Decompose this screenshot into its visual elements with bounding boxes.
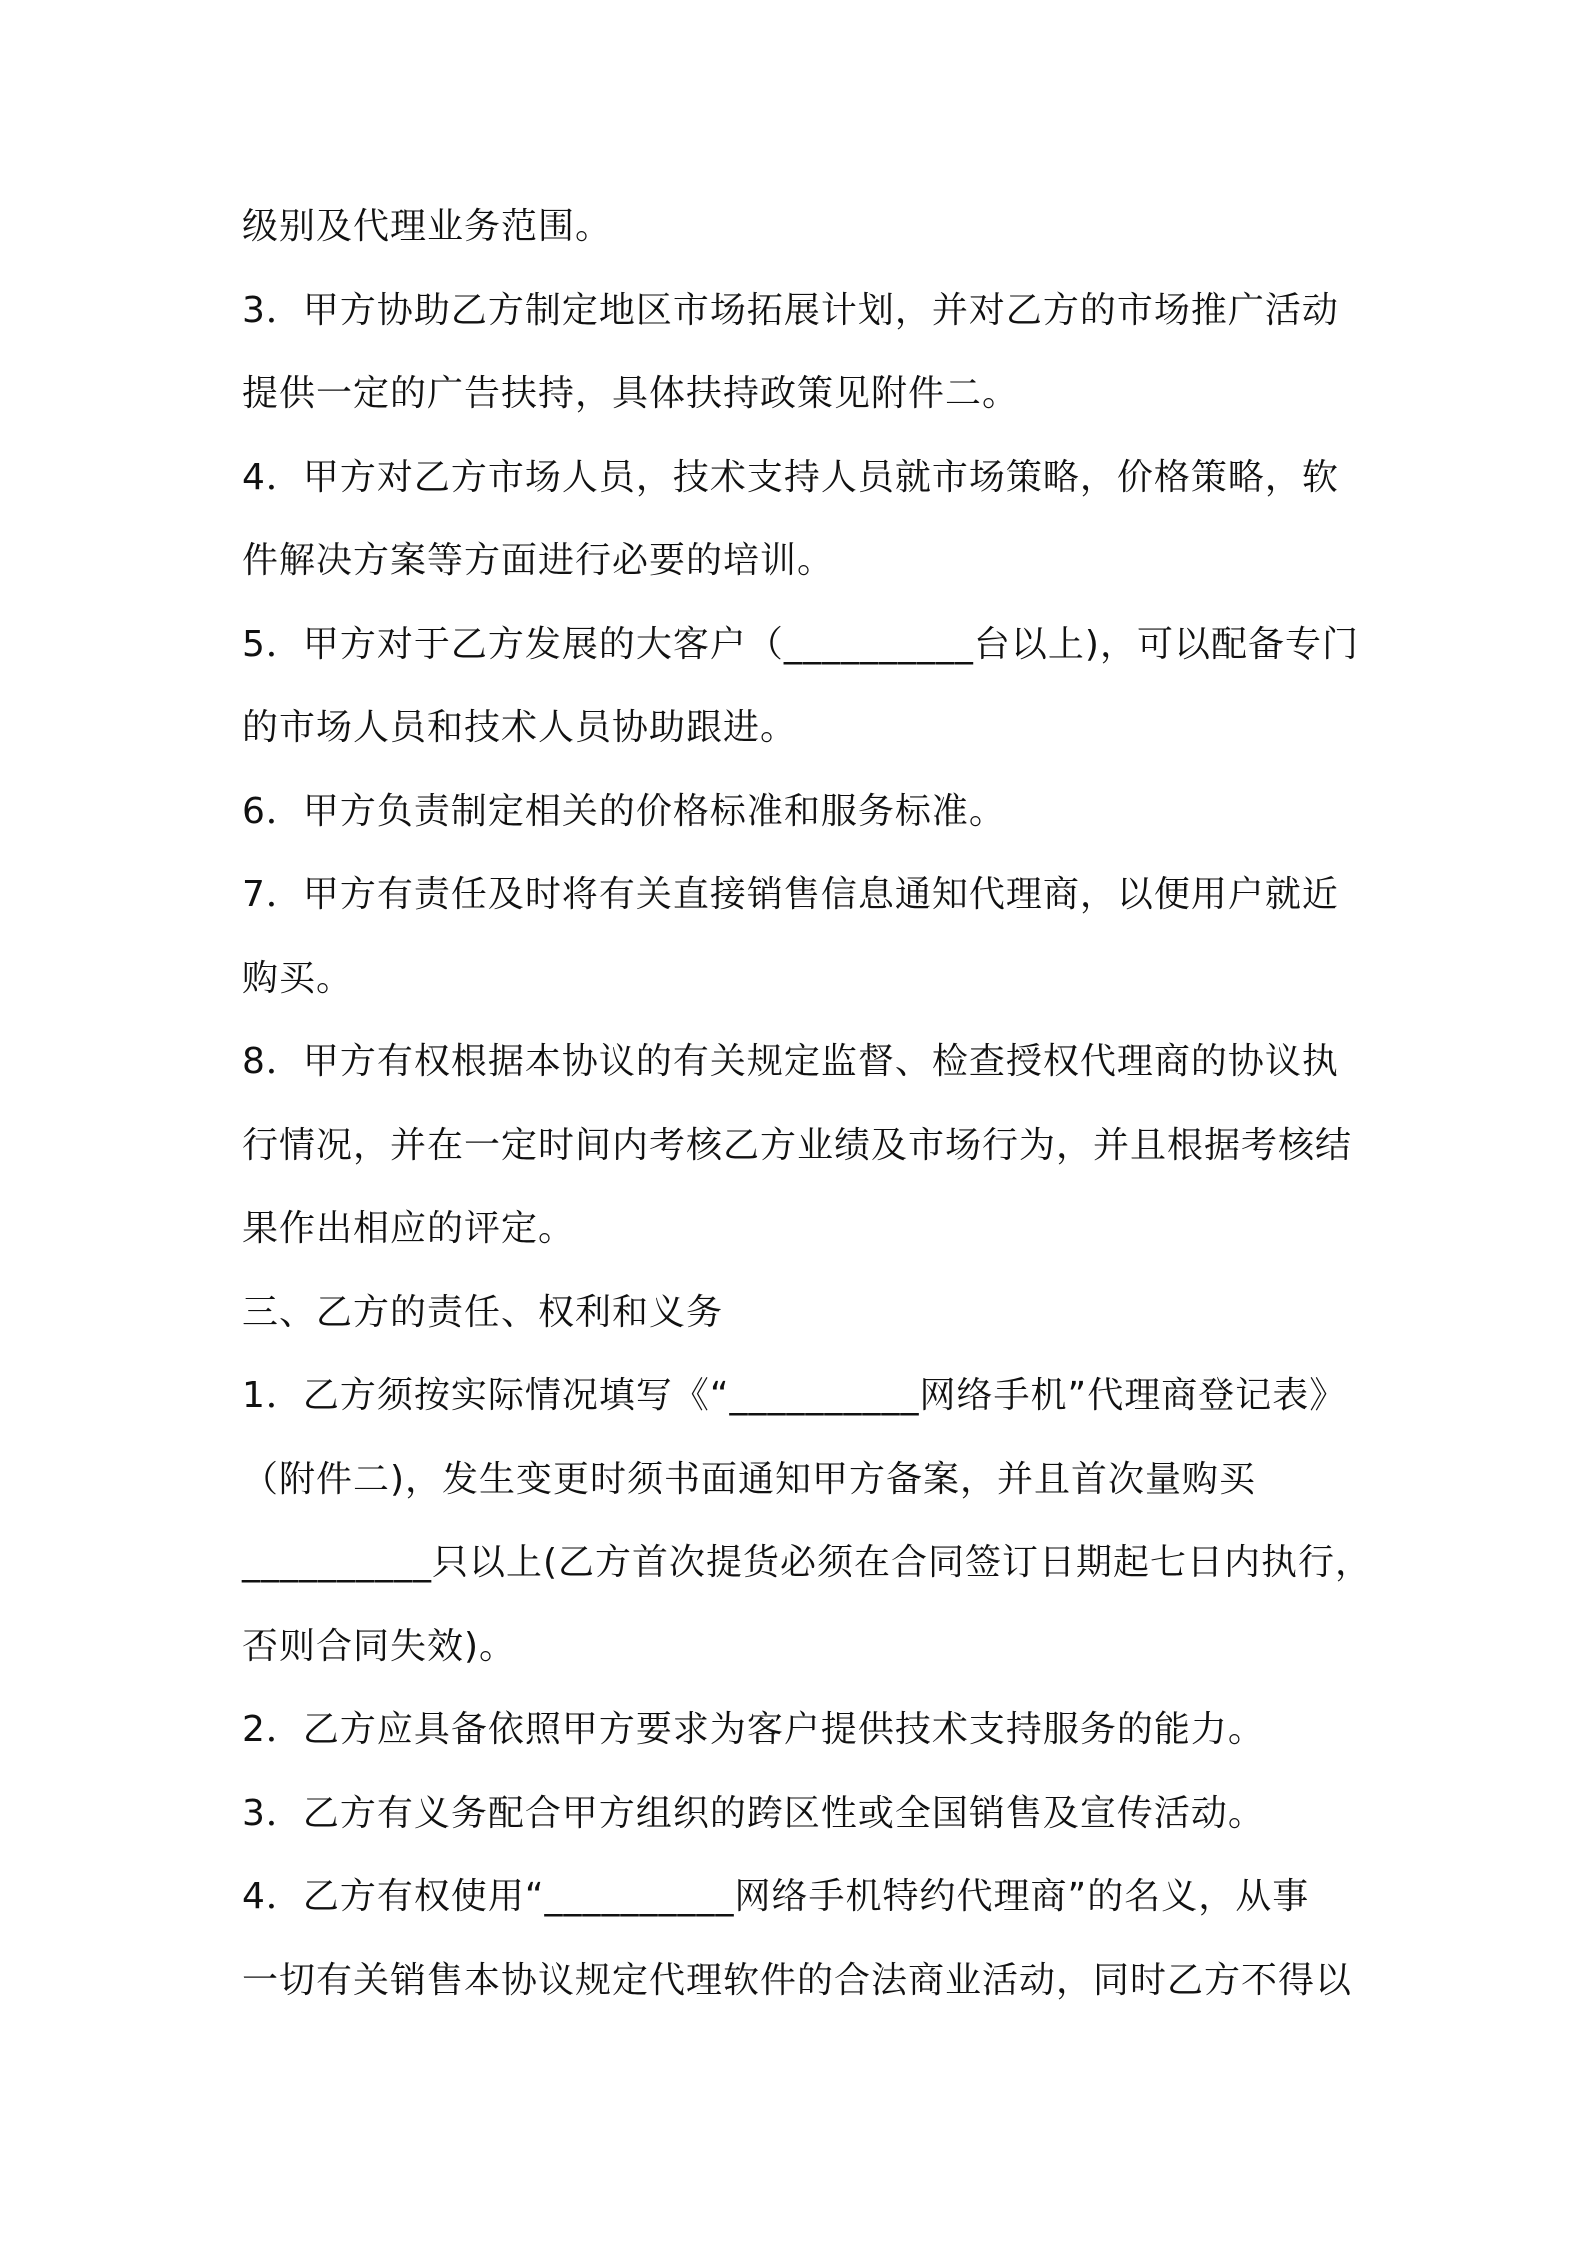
text-line: 3．甲方协助乙方制定地区市场拓展计划，并对乙方的市场推广活动	[242, 289, 1339, 331]
text-line: 的市场人员和技术人员协助跟进。	[242, 707, 798, 748]
text-line: 果作出相应的评定。	[242, 1208, 576, 1249]
text-line: 4．乙方有权使用“__________网络手机特约代理商”的名义，从事	[242, 1876, 1310, 1917]
text-line: 行情况，并在一定时间内考核乙方业绩及市场行为，并且根据考核结	[242, 1124, 1353, 1166]
text-line: 1．乙方须按实际情况填写《“__________网络手机”代理商登记表》	[242, 1375, 1347, 1416]
text-line: 提供一定的广告扶持，具体扶持政策见附件二。	[242, 373, 1020, 414]
text-line: 4．甲方对乙方市场人员，技术支持人员就市场策略，价格策略，软	[242, 456, 1339, 498]
text-line: __________只以上(乙方首次提货必须在合同签订日期起七日内执行，	[242, 1542, 1373, 1583]
text-line: 购买。	[242, 957, 354, 999]
section-heading: 三、乙方的责任、权利和义务	[242, 1291, 724, 1333]
text-line: 8．甲方有权根据本协议的有关规定监督、检查授权代理商的协议执	[242, 1041, 1339, 1082]
text-line: 否则合同失效)。	[242, 1625, 517, 1667]
text-line: （附件二)，发生变更时须书面通知甲方备案，并且首次量购买	[242, 1458, 1257, 1500]
text-line: 7．甲方有责任及时将有关直接销售信息通知代理商，以便用户就近	[242, 874, 1339, 915]
text-line: 件解决方案等方面进行必要的培训。	[242, 540, 835, 581]
text-line: 级别及代理业务范围。	[242, 206, 613, 247]
text-line: 5．甲方对于乙方发展的大客户（__________台以上)，可以配备专门	[242, 623, 1359, 665]
document-body	[242, 200, 1372, 2037]
text-line: 3．乙方有义务配合甲方组织的跨区性或全国销售及宣传活动。	[242, 1792, 1265, 1834]
text-line: 一切有关销售本协议规定代理软件的合法商业活动，同时乙方不得以	[242, 1959, 1353, 2001]
text-line: 2．乙方应具备依照甲方要求为客户提供技术支持服务的能力。	[242, 1709, 1265, 1750]
text-line: 6．甲方负责制定相关的价格标准和服务标准。	[242, 790, 1006, 832]
